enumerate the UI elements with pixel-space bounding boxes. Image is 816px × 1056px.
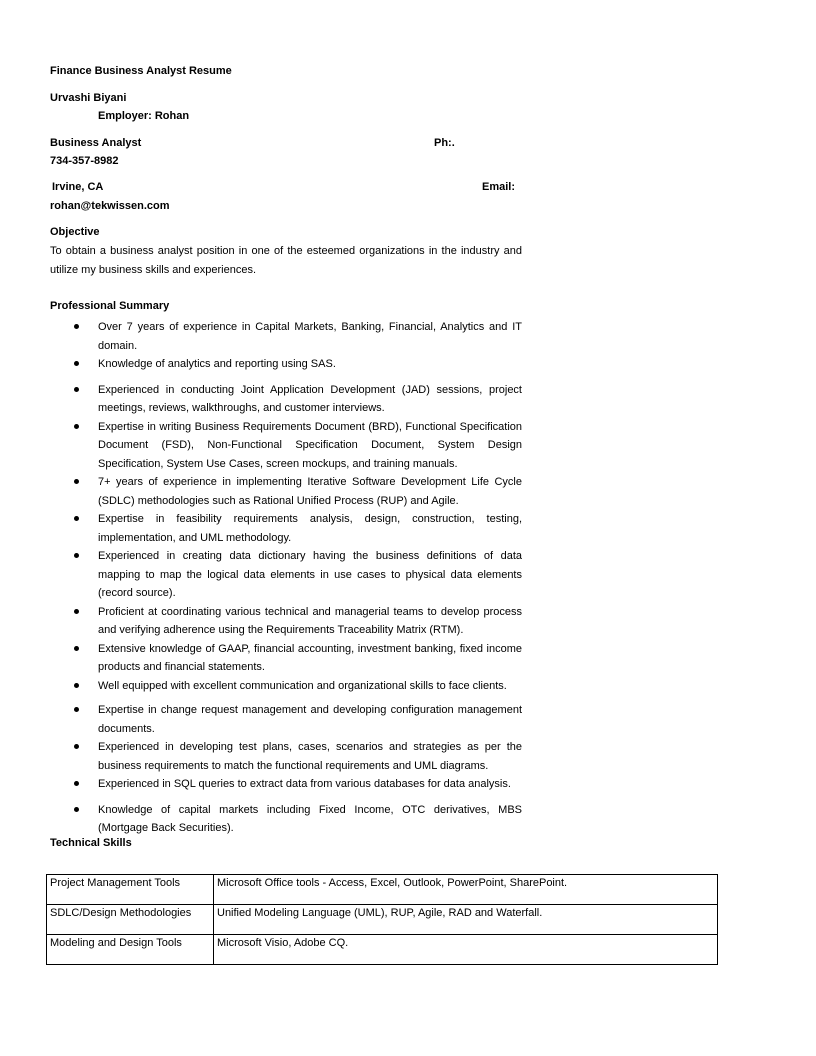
list-item: Experienced in developing test plans, cases, scenarios and strategies as per the business requirements to match the functional requirements and UML diagrams. [50, 738, 522, 775]
list-item: Experienced in creating data dictionary having the business definitions of data mapping to map the logical data elements in use cases to physical data elements (record source). [50, 547, 522, 603]
phone: 734-357-8982 [50, 155, 119, 167]
email-label: Email: [482, 181, 516, 193]
document-title: Finance Business Analyst Resume [50, 65, 232, 77]
list-item: Expertise in feasibility requirements analysis, design, construction, testing, implementation, and UML methodology. [50, 510, 522, 547]
list-item: Experienced in SQL queries to extract data from various databases for data analysis. [50, 775, 522, 794]
objective-text: To obtain a business analyst position in one of the esteemed organizations in the industry and utilize my business skills and experiences. [50, 245, 522, 276]
skill-category: SDLC/Design Methodologies [47, 905, 214, 935]
email: rohan@tekwissen.com [50, 200, 170, 212]
list-item: Knowledge of analytics and reporting using SAS. [50, 355, 522, 374]
candidate-name: Urvashi Biyani [50, 92, 127, 104]
skill-tools: Microsoft Office tools - Access, Excel, Outlook, PowerPoint, SharePoint. [214, 875, 718, 905]
summary-heading: Professional Summary [50, 300, 170, 312]
list-item: Expertise in change request management and developing configuration management documents. [50, 701, 522, 738]
list-item: Experienced in conducting Joint Application Development (JAD) sessions, project meetings, reviews, walkthroughs, and customer interviews. [50, 381, 522, 418]
skill-tools: Microsoft Visio, Adobe CQ. [214, 935, 718, 965]
skill-category: Modeling and Design Tools [47, 935, 214, 965]
table-row [47, 875, 718, 905]
skills-table [46, 874, 718, 965]
employer: Employer: Rohan [98, 110, 190, 122]
table-row [47, 935, 718, 965]
list-item: Extensive knowledge of GAAP, financial accounting, investment banking, fixed income products and financial statements. [50, 640, 522, 677]
list-item: Proficient at coordinating various technical and managerial teams to develop process and verifying adherence using the Requirements Traceability Matrix (RTM). [50, 603, 522, 640]
list-item: Well equipped with excellent communication and organizational skills to face clients. [50, 677, 522, 696]
skill-category: Project Management Tools [47, 875, 214, 905]
list-item: Knowledge of capital markets including Fixed Income, OTC derivatives, MBS (Mortgage Back Securities). [50, 801, 522, 838]
list-item: 7+ years of experience in implementing Iterative Software Development Life Cycle (SDLC) methodologies such as Rational Unified Process (RUP) and Agile. [50, 473, 522, 510]
list-item: Over 7 years of experience in Capital Markets, Banking, Financial, Analytics and IT domain. [50, 318, 522, 355]
objective-heading: Objective [50, 226, 100, 238]
summary-list [50, 318, 522, 838]
location: Irvine, CA [52, 181, 104, 193]
skill-tools: Unified Modeling Language (UML), RUP, Agile, RAD and Waterfall. [214, 905, 718, 935]
role: Business Analyst [50, 137, 142, 149]
table-row [47, 905, 718, 935]
phone-label: Ph:. [434, 137, 455, 149]
list-item: Expertise in writing Business Requirements Document (BRD), Functional Specification Document (FSD), Non-Functional Specification Document, System Design Specification, System Use Cases, screen mockups, and training manuals. [50, 418, 522, 474]
skills-heading: Technical Skills [50, 837, 132, 849]
